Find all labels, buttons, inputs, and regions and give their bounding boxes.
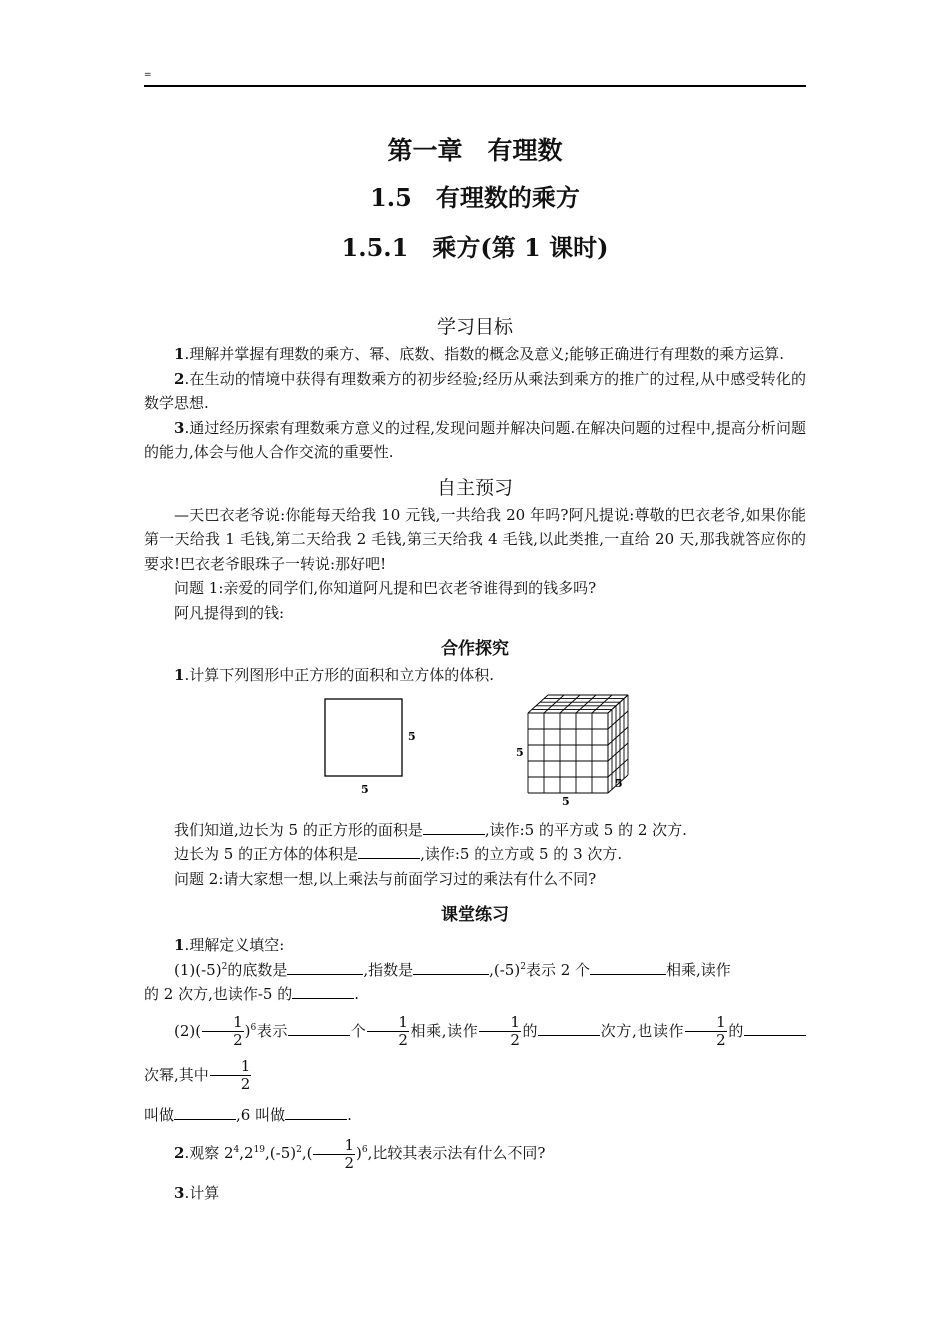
base2-blank[interactable] <box>174 1105 236 1120</box>
exponent-blank[interactable] <box>413 960 489 975</box>
fraction-one-half: $\frac{1}{2}$ <box>367 1014 409 1049</box>
preview-heading: 自主预习 <box>436 476 513 499</box>
practice-1b-cont: 叫做 ,6 叫做 . <box>144 1105 352 1124</box>
explore-task-1: 1.计算下列图形中正方形的面积和立方体的体积. <box>174 666 494 684</box>
volume-line: 边长为 5 的正方体的体积是 ,读作:5 的立方或 5 的 3 次方. <box>174 845 623 863</box>
cube-bottom-label: 5 <box>562 794 570 808</box>
volume-blank[interactable] <box>358 844 420 859</box>
read-blank[interactable] <box>292 984 354 999</box>
lesson-title: 1.5.1 乘方(第 1 课时) <box>341 233 609 262</box>
question-2: 问题 2:请大家想一想,以上乘法与前面学习过的乘法有什么不同? <box>174 869 597 888</box>
objective-1: 1.理解并掌握有理数的乘方、幂、底数、指数的概念及意义;能够正确进行有理数的乘方运算. <box>174 345 785 363</box>
fraction-one-half: $\frac{1}{2}$ <box>210 1058 252 1093</box>
practice-heading: 课堂练习 <box>441 905 509 925</box>
base-blank[interactable] <box>287 960 363 975</box>
practice-1b: (2)( $\frac{1}{2}$ )$^6$表示 个 $\frac{1}{2}$ 相乘,读作 $\frac{1}{2}$ 的 次方,也读作 $\frac{1}{2}$ 的次幂,其中 $\frac{1}{2}$ <box>144 1009 806 1097</box>
section-title: 1.5 有理数的乘方 <box>370 183 580 212</box>
fraction-one-half: $\frac{1}{2}$ <box>202 1014 244 1049</box>
objectives-heading: 学习目标 <box>436 316 513 338</box>
area-line: 我们知道,边长为 5 的正方形的面积是 ,读作:5 的平方或 5 的 2 次方. <box>174 820 687 839</box>
practice-1a: $(1)(-5)^2$的底数是 ,指数是 $,(-5)^2$表示 2 个 相乘,读作 <box>174 960 731 979</box>
cube-right-dline <box>608 727 628 745</box>
cube-right-label: 5 <box>615 776 623 790</box>
square-cube-figure <box>144 694 806 812</box>
cube-top-dline <box>560 695 580 713</box>
practice-3: 3.计算 <box>174 1184 220 1202</box>
factor-blank[interactable] <box>590 960 666 975</box>
cube-top-dline <box>544 695 564 713</box>
cube-top-dline <box>592 695 612 713</box>
practice-1a-cont: 的 2 次方,也读作-5 的 . <box>144 985 360 1003</box>
square-side-label: 5 <box>408 729 416 743</box>
exponent2-blank[interactable] <box>285 1105 347 1120</box>
cube-grid <box>528 695 628 793</box>
represent-blank[interactable] <box>288 1021 350 1036</box>
practice-2: 2.观察 $2^4,2^{19},(-5)^2$,( $\frac{1}{2}$ )$^6$,比较其表示法有什么不同? <box>174 1135 546 1172</box>
header-rule <box>144 85 806 87</box>
cube-top-dline <box>528 695 548 713</box>
fraction-one-half: $\frac{1}{2}$ <box>685 1014 727 1049</box>
practice-1: 1.理解定义填空: <box>174 936 285 954</box>
objective-3: 3.通过经历探索有理数乘方意义的过程,发现问题并解决问题.在解决问题的过程中,提高分析问题的能力,体会与他人合作交流的重要性. <box>144 418 806 461</box>
square-bottom-label: 5 <box>361 782 369 796</box>
power-blank[interactable] <box>538 1021 600 1036</box>
square-shape <box>325 699 402 776</box>
chapter-title: 第一章 有理数 <box>387 136 563 165</box>
afanti-money: 阿凡提得到的钱: <box>174 603 285 622</box>
explore-heading: 合作探究 <box>441 639 509 659</box>
cube-right-dline <box>608 711 628 729</box>
cube-right-dline <box>608 759 628 777</box>
preview-story: —天巴衣老爷说:你能每天给我 10 元钱,一共给我 20 年吗?阿凡提说:尊敬的巴衣老爷,如果你能第一天给我 1 毛钱,第二天给我 2 毛钱,第三天给我 4 毛钱,以此类推,一直给 20 天,那我就答应你的要求!巴衣老爷眼珠子一转说:那好吧! <box>144 505 806 573</box>
cube-right-dline <box>608 695 628 713</box>
question-1: 问题 1:亲爱的同学们,你知道阿凡提和巴衣老爷谁得到的钱多吗? <box>174 579 597 597</box>
figure-svg <box>144 694 806 812</box>
cube-left-label: 5 <box>516 745 524 759</box>
cube-right-dline <box>608 743 628 761</box>
cube-top-dline <box>576 695 596 713</box>
header-mark: = <box>144 70 152 80</box>
fraction-one-half: $\frac{1}{2}$ <box>313 1137 355 1172</box>
power2-blank[interactable] <box>744 1021 806 1036</box>
document-body <box>144 128 806 1206</box>
fraction-one-half: $\frac{1}{2}$ <box>479 1014 521 1049</box>
objective-2: 2.在生动的情境中获得有理数乘方的初步经验;经历从乘法到乘方的推广的过程,从中感受转化的数学思想. <box>144 369 806 412</box>
area-blank[interactable] <box>423 820 485 835</box>
